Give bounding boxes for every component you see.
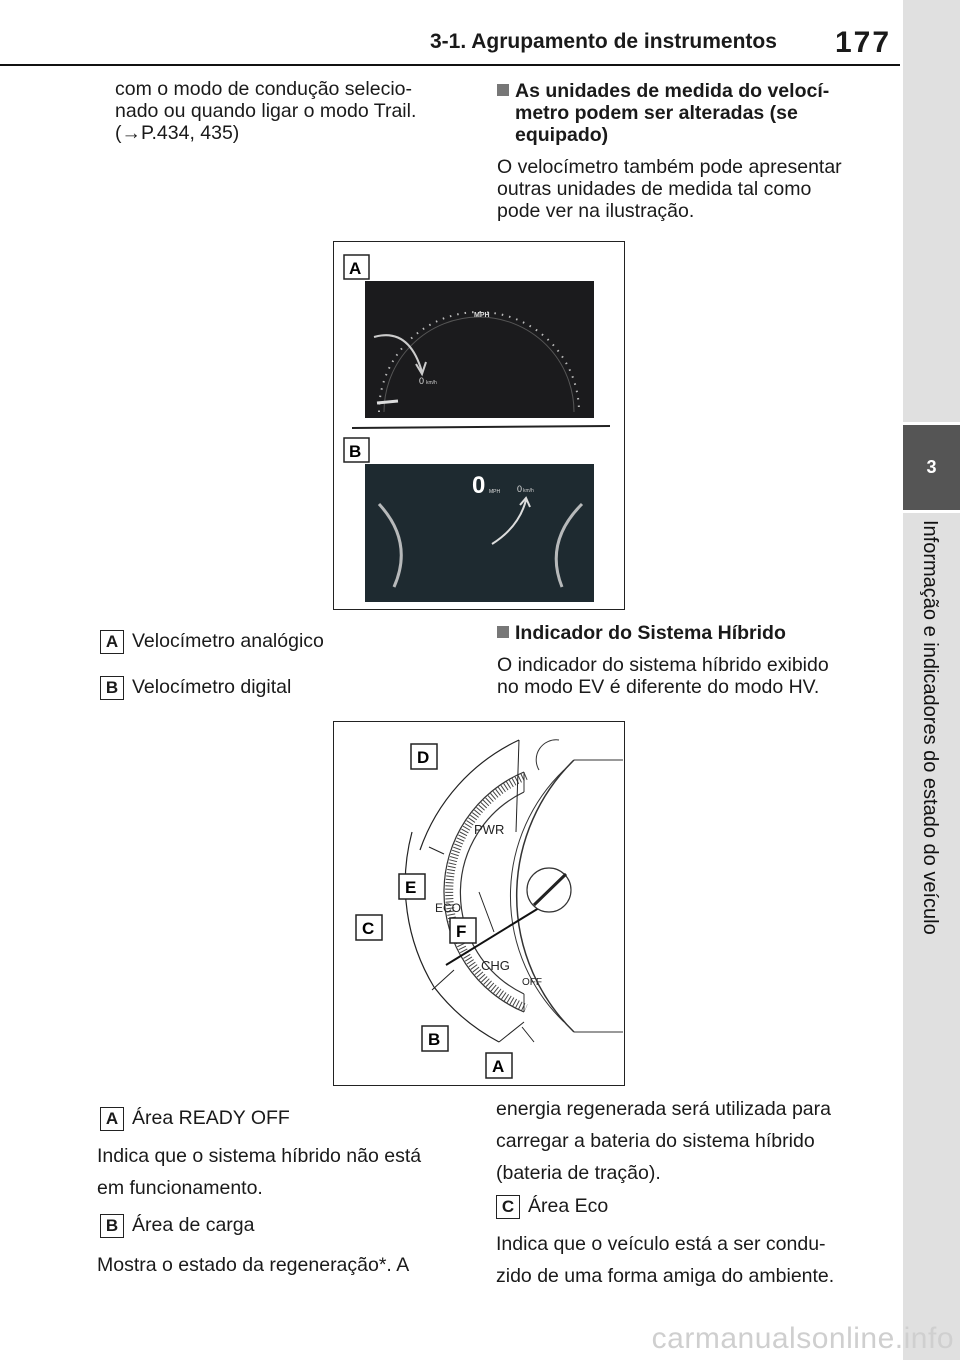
gauge-label-f: F xyxy=(456,922,467,941)
area-a-title: A Área READY OFF xyxy=(100,1102,290,1134)
area-letter-b: B xyxy=(100,1214,124,1238)
chapter-tab[interactable] xyxy=(903,425,960,510)
legend-letter-a: A xyxy=(100,630,124,654)
chg-label: CHG xyxy=(481,958,510,973)
area-b-body: Mostra o estado da regeneração*. A xyxy=(97,1254,410,1276)
header-divider xyxy=(0,64,900,66)
area-c-body: Indica que o veículo está a ser condu- zido de uma forma amiga do ambiente. xyxy=(496,1233,835,1287)
svg-text:0: 0 xyxy=(419,376,425,386)
section-title: 3-1. Agrupamento de instrumentos xyxy=(430,30,777,53)
legend-letter-b: B xyxy=(100,676,124,700)
area-letter-c: C xyxy=(496,1195,520,1219)
area-b-title: B Área de carga xyxy=(100,1209,255,1241)
svg-text:km/h: km/h xyxy=(426,380,437,386)
speedometer-figure xyxy=(333,241,625,610)
gauge-label-e: E xyxy=(405,878,417,897)
gauge-label-b: B xyxy=(428,1030,441,1049)
figure-label-b: B xyxy=(349,442,362,461)
gauge-label-d: D xyxy=(417,748,430,767)
side-tab-top xyxy=(903,0,960,422)
legend-analog: A Velocímetro analógico xyxy=(100,630,324,654)
off-label: OFF xyxy=(522,977,542,988)
page-number: 177 xyxy=(835,26,892,59)
gauge-label-a: A xyxy=(492,1057,505,1076)
bullet-square-icon xyxy=(497,84,509,96)
intro-text: com o modo de condução selecio- nado ou quando ligar o modo Trail. (→P.434, 435) xyxy=(115,78,417,144)
bullet-square-icon xyxy=(497,626,509,638)
hybrid-heading: Indicador do Sistema Híbrido xyxy=(497,622,786,644)
pwr-label: PWR xyxy=(474,822,505,837)
figure-label-a: A xyxy=(349,259,362,278)
units-body: O velocímetro também pode apresentar outras unidades de medida tal como pode ver na ilustração. xyxy=(497,156,842,222)
svg-text:0: 0 xyxy=(517,484,523,494)
area-letter-a: A xyxy=(100,1107,124,1131)
charge-continuation: energia regenerada será utilizada para carregar a bateria do sistema híbrido (bateria de tração). xyxy=(496,1098,831,1184)
svg-text:0: 0 xyxy=(472,472,486,499)
hybrid-indicator-figure xyxy=(333,721,625,1086)
area-c-title: C Área Eco xyxy=(496,1190,608,1222)
watermark: carmanualsonline.info xyxy=(651,1322,954,1355)
eco-label: ECO xyxy=(435,901,462,915)
units-heading: As unidades de medida do velocí- metro podem ser alteradas (se equipado) xyxy=(497,80,829,146)
svg-text:MPH: MPH xyxy=(489,489,501,495)
hybrid-body: O indicador do sistema híbrido exibido no modo EV é diferente do modo HV. xyxy=(497,654,829,698)
svg-text:MPH: MPH xyxy=(474,312,490,319)
chapter-number: 3 xyxy=(926,457,937,477)
gauge-label-c: C xyxy=(362,919,375,938)
svg-text:km/h: km/h xyxy=(523,488,534,494)
area-a-body: Indica que o sistema híbrido não está em funcionamento. xyxy=(97,1145,422,1199)
legend-digital: B Velocímetro digital xyxy=(100,676,291,700)
